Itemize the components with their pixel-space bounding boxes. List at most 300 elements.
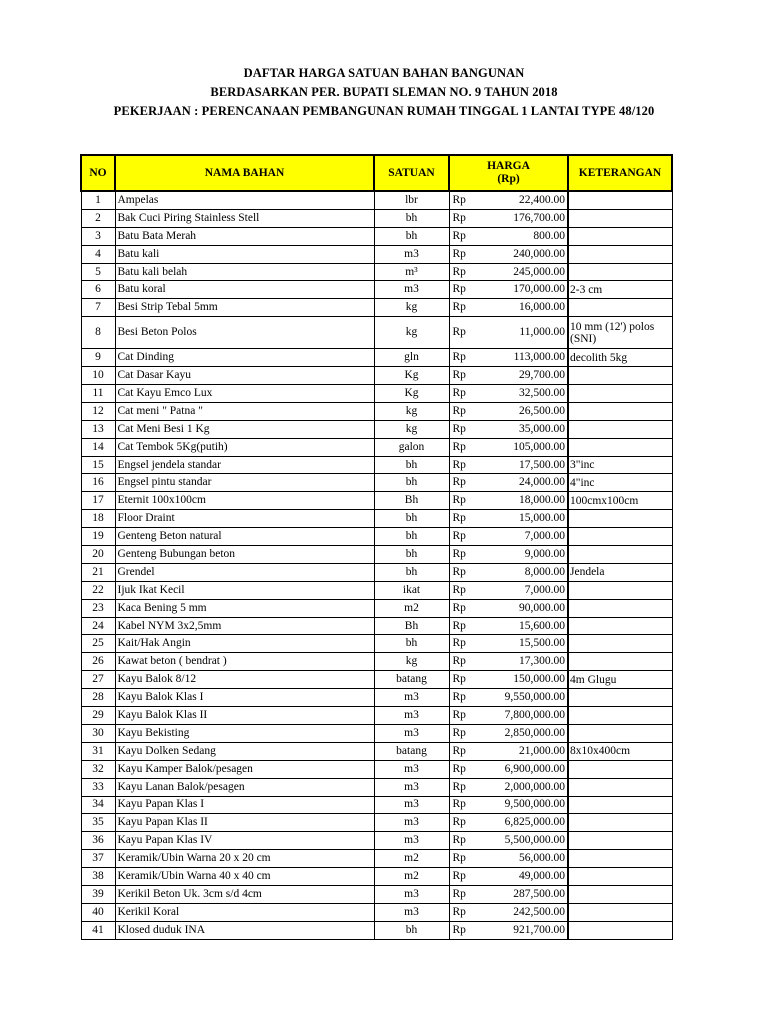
cell-no: 3 [81,227,115,245]
cell-keterangan [568,367,672,385]
table-row [81,528,672,546]
cell-no: 22 [81,581,115,599]
cell-satuan: m3 [374,814,449,832]
cell-currency: Rp [449,921,486,939]
table-row [81,367,672,385]
table-row [81,885,672,903]
cell-nama-bahan: Besi Strip Tebal 5mm [115,299,374,317]
cell-currency: Rp [449,563,486,581]
cell-no: 40 [81,903,115,921]
table-row [81,227,672,245]
cell-harga: 26,500.00 [486,402,568,420]
cell-currency: Rp [449,402,486,420]
cell-currency: Rp [449,707,486,725]
cell-satuan: galon [374,438,449,456]
cell-currency: Rp [449,599,486,617]
table-row [81,850,672,868]
cell-nama-bahan: Kayu Balok Klas II [115,707,374,725]
cell-harga: 18,000.00 [486,492,568,510]
cell-no: 18 [81,510,115,528]
cell-no: 10 [81,367,115,385]
table-row [81,546,672,564]
cell-harga: 22,400.00 [486,191,568,209]
cell-harga: 800.00 [486,227,568,245]
cell-keterangan [568,191,672,209]
cell-satuan: m2 [374,868,449,886]
cell-satuan: bh [374,546,449,564]
cell-satuan: lbr [374,191,449,209]
cell-nama-bahan: Kayu Balok 8/12 [115,671,374,689]
table-row [81,724,672,742]
cell-currency: Rp [449,281,486,299]
cell-keterangan [568,420,672,438]
cell-no: 25 [81,635,115,653]
cell-harga: 105,000.00 [486,438,568,456]
cell-satuan: m3 [374,689,449,707]
table-row [81,209,672,227]
cell-nama-bahan: Kayu Papan Klas I [115,796,374,814]
cell-nama-bahan: Cat Dinding [115,349,374,367]
cell-satuan: bh [374,227,449,245]
cell-satuan: Kg [374,367,449,385]
table-row [81,191,672,209]
cell-nama-bahan: Genteng Beton natural [115,528,374,546]
cell-nama-bahan: Kayu Papan Klas II [115,814,374,832]
cell-harga: 113,000.00 [486,349,568,367]
cell-currency: Rp [449,796,486,814]
cell-currency: Rp [449,814,486,832]
cell-satuan: bh [374,921,449,939]
cell-harga: 11,000.00 [486,317,568,349]
cell-keterangan [568,796,672,814]
cell-harga: 90,000.00 [486,599,568,617]
cell-no: 29 [81,707,115,725]
cell-satuan: m3 [374,245,449,263]
header-harga-label: HARGA [487,160,530,172]
cell-currency: Rp [449,510,486,528]
table-row [81,814,672,832]
cell-no: 34 [81,796,115,814]
cell-no: 13 [81,420,115,438]
cell-satuan: m3 [374,832,449,850]
cell-keterangan [568,689,672,707]
cell-satuan: batang [374,742,449,760]
table-row [81,563,672,581]
cell-nama-bahan: Bak Cuci Piring Stainless Stell [115,209,374,227]
cell-no: 27 [81,671,115,689]
cell-keterangan [568,724,672,742]
cell-keterangan [568,245,672,263]
cell-nama-bahan: Kabel NYM 3x2,5mm [115,617,374,635]
cell-harga: 242,500.00 [486,903,568,921]
table-row [81,349,672,367]
cell-harga: 7,800,000.00 [486,707,568,725]
cell-satuan: m3 [374,724,449,742]
cell-keterangan [568,635,672,653]
title-line-2: BERDASARKAN PER. BUPATI SLEMAN NO. 9 TAHUN 2018 [210,85,558,99]
cell-currency: Rp [449,832,486,850]
cell-currency: Rp [449,778,486,796]
cell-harga: 170,000.00 [486,281,568,299]
cell-satuan: bh [374,209,449,227]
cell-keterangan: 4"inc [568,474,672,492]
cell-keterangan [568,385,672,403]
table-row [81,581,672,599]
cell-no: 30 [81,724,115,742]
cell-no: 23 [81,599,115,617]
cell-keterangan [568,778,672,796]
table-row [81,492,672,510]
table-row [81,420,672,438]
cell-currency: Rp [449,742,486,760]
cell-satuan: kg [374,317,449,349]
cell-nama-bahan: Cat Meni Besi 1 Kg [115,420,374,438]
document-titles [0,64,768,121]
header-nama-bahan: NAMA BAHAN [115,155,374,191]
cell-currency: Rp [449,850,486,868]
cell-keterangan [568,868,672,886]
cell-no: 24 [81,617,115,635]
cell-keterangan [568,581,672,599]
cell-currency: Rp [449,191,486,209]
cell-harga: 17,300.00 [486,653,568,671]
cell-nama-bahan: Kaca Bening 5 mm [115,599,374,617]
table-row [81,796,672,814]
cell-currency: Rp [449,635,486,653]
cell-satuan: m3 [374,778,449,796]
cell-harga: 49,000.00 [486,868,568,886]
cell-currency: Rp [449,581,486,599]
cell-currency: Rp [449,245,486,263]
cell-harga: 9,500,000.00 [486,796,568,814]
cell-no: 2 [81,209,115,227]
header-harga [449,155,568,191]
cell-currency: Rp [449,689,486,707]
cell-currency: Rp [449,868,486,886]
cell-nama-bahan: Besi Beton Polos [115,317,374,349]
table-row [81,474,672,492]
cell-no: 36 [81,832,115,850]
table-row [81,245,672,263]
cell-nama-bahan: Keramik/Ubin Warna 20 x 20 cm [115,850,374,868]
cell-harga: 9,550,000.00 [486,689,568,707]
cell-currency: Rp [449,653,486,671]
title-line-1: DAFTAR HARGA SATUAN BAHAN BANGUNAN [243,66,525,80]
cell-satuan: bh [374,635,449,653]
cell-currency: Rp [449,349,486,367]
cell-nama-bahan: Grendel [115,563,374,581]
cell-nama-bahan: Cat Tembok 5Kg(putih) [115,438,374,456]
table-row [81,868,672,886]
cell-no: 33 [81,778,115,796]
cell-keterangan [568,510,672,528]
cell-nama-bahan: Kerikil Beton Uk. 3cm s/d 4cm [115,885,374,903]
cell-no: 37 [81,850,115,868]
table-row [81,689,672,707]
cell-keterangan [568,263,672,281]
cell-harga: 16,000.00 [486,299,568,317]
cell-keterangan [568,707,672,725]
cell-no: 26 [81,653,115,671]
cell-satuan: kg [374,653,449,671]
cell-satuan: m2 [374,599,449,617]
cell-keterangan [568,885,672,903]
cell-currency: Rp [449,227,486,245]
cell-nama-bahan: Ampelas [115,191,374,209]
cell-currency: Rp [449,492,486,510]
cell-harga: 5,500,000.00 [486,832,568,850]
table-row [81,635,672,653]
table-row [81,456,672,474]
cell-harga: 15,600.00 [486,617,568,635]
cell-no: 32 [81,760,115,778]
cell-harga: 15,500.00 [486,635,568,653]
cell-currency: Rp [449,546,486,564]
cell-nama-bahan: Engsel pintu standar [115,474,374,492]
cell-satuan: Kg [374,385,449,403]
cell-harga: 921,700.00 [486,921,568,939]
cell-no: 28 [81,689,115,707]
cell-keterangan [568,760,672,778]
cell-harga: 150,000.00 [486,671,568,689]
cell-keterangan [568,438,672,456]
cell-currency: Rp [449,385,486,403]
cell-keterangan [568,546,672,564]
cell-harga: 24,000.00 [486,474,568,492]
cell-currency: Rp [449,263,486,281]
cell-no: 4 [81,245,115,263]
cell-keterangan [568,832,672,850]
cell-satuan: m3 [374,760,449,778]
cell-satuan: m3 [374,885,449,903]
cell-no: 14 [81,438,115,456]
cell-keterangan [568,209,672,227]
price-table [80,154,673,940]
cell-keterangan: decolith 5kg [568,349,672,367]
cell-keterangan [568,903,672,921]
cell-no: 17 [81,492,115,510]
cell-satuan: bh [374,510,449,528]
cell-satuan: kg [374,402,449,420]
cell-keterangan [568,617,672,635]
cell-satuan: bh [374,474,449,492]
cell-nama-bahan: Batu kali [115,245,374,263]
cell-harga: 32,500.00 [486,385,568,403]
cell-no: 12 [81,402,115,420]
cell-satuan: Bh [374,617,449,635]
cell-no: 16 [81,474,115,492]
cell-no: 35 [81,814,115,832]
cell-keterangan: Jendela [568,563,672,581]
table-row [81,299,672,317]
cell-no: 15 [81,456,115,474]
cell-harga: 240,000.00 [486,245,568,263]
cell-nama-bahan: Kayu Papan Klas IV [115,832,374,850]
table-row [81,903,672,921]
cell-keterangan [568,653,672,671]
cell-nama-bahan: Batu koral [115,281,374,299]
cell-keterangan: 8x10x400cm [568,742,672,760]
cell-nama-bahan: Cat Kayu Emco Lux [115,385,374,403]
table-row [81,438,672,456]
cell-keterangan [568,528,672,546]
cell-no: 8 [81,317,115,349]
cell-nama-bahan: Kait/Hak Angin [115,635,374,653]
table-row [81,760,672,778]
cell-harga: 15,000.00 [486,510,568,528]
table-row [81,599,672,617]
cell-nama-bahan: Keramik/Ubin Warna 40 x 40 cm [115,868,374,886]
cell-harga: 56,000.00 [486,850,568,868]
table-row [81,385,672,403]
cell-harga: 17,500.00 [486,456,568,474]
cell-nama-bahan: Cat Dasar Kayu [115,367,374,385]
cell-nama-bahan: Kayu Dolken Sedang [115,742,374,760]
header-harga-unit: (Rp) [497,173,520,185]
cell-nama-bahan: Floor Draint [115,510,374,528]
cell-satuan: Bh [374,492,449,510]
header-satuan: SATUAN [374,155,449,191]
cell-harga: 21,000.00 [486,742,568,760]
cell-currency: Rp [449,367,486,385]
cell-harga: 287,500.00 [486,885,568,903]
cell-keterangan: 3"inc [568,456,672,474]
cell-no: 31 [81,742,115,760]
cell-harga: 176,700.00 [486,209,568,227]
cell-keterangan [568,814,672,832]
cell-nama-bahan: Kerikil Koral [115,903,374,921]
cell-satuan: m³ [374,263,449,281]
table-row [81,921,672,939]
cell-currency: Rp [449,724,486,742]
cell-no: 19 [81,528,115,546]
table-header-row [81,155,672,191]
cell-no: 21 [81,563,115,581]
cell-no: 7 [81,299,115,317]
cell-nama-bahan: Klosed duduk INA [115,921,374,939]
cell-nama-bahan: Kayu Balok Klas I [115,689,374,707]
cell-currency: Rp [449,528,486,546]
cell-satuan: m3 [374,281,449,299]
cell-nama-bahan: Genteng Bubungan beton [115,546,374,564]
cell-satuan: bh [374,456,449,474]
cell-currency: Rp [449,885,486,903]
cell-no: 11 [81,385,115,403]
cell-harga: 29,700.00 [486,367,568,385]
table-row [81,510,672,528]
cell-harga: 7,000.00 [486,528,568,546]
cell-harga: 6,825,000.00 [486,814,568,832]
cell-keterangan [568,599,672,617]
cell-satuan: batang [374,671,449,689]
cell-keterangan: 2-3 cm [568,281,672,299]
cell-keterangan [568,402,672,420]
cell-satuan: m3 [374,796,449,814]
cell-currency: Rp [449,299,486,317]
cell-no: 5 [81,263,115,281]
cell-satuan: ikat [374,581,449,599]
cell-harga: 8,000.00 [486,563,568,581]
header-keterangan: KETERANGAN [568,155,672,191]
table-row [81,402,672,420]
cell-harga: 2,850,000.00 [486,724,568,742]
table-row [81,778,672,796]
cell-currency: Rp [449,420,486,438]
cell-nama-bahan: Kayu Kamper Balok/pesagen [115,760,374,778]
header-no: NO [81,155,115,191]
cell-harga: 2,000,000.00 [486,778,568,796]
cell-nama-bahan: Kawat beton ( bendrat ) [115,653,374,671]
cell-no: 6 [81,281,115,299]
cell-currency: Rp [449,671,486,689]
cell-no: 41 [81,921,115,939]
table-row [81,317,672,349]
table-row [81,263,672,281]
cell-currency: Rp [449,438,486,456]
cell-keterangan: 4m Glugu [568,671,672,689]
cell-keterangan: 100cmx100cm [568,492,672,510]
cell-harga: 7,000.00 [486,581,568,599]
cell-harga: 6,900,000.00 [486,760,568,778]
cell-no: 1 [81,191,115,209]
cell-currency: Rp [449,903,486,921]
cell-keterangan: 10 mm (12') polos (SNI) [568,317,672,349]
cell-harga: 245,000.00 [486,263,568,281]
cell-satuan: kg [374,299,449,317]
table-row [81,707,672,725]
cell-harga: 35,000.00 [486,420,568,438]
cell-nama-bahan: Engsel jendela standar [115,456,374,474]
cell-currency: Rp [449,474,486,492]
cell-nama-bahan: Eternit 100x100cm [115,492,374,510]
cell-currency: Rp [449,317,486,349]
cell-keterangan [568,299,672,317]
cell-currency: Rp [449,617,486,635]
table-row [81,281,672,299]
cell-nama-bahan: Kayu Bekisting [115,724,374,742]
table-row [81,671,672,689]
cell-satuan: kg [374,420,449,438]
cell-satuan: m2 [374,850,449,868]
cell-satuan: bh [374,563,449,581]
cell-nama-bahan: Batu Bata Merah [115,227,374,245]
table-row [81,742,672,760]
cell-nama-bahan: Batu kali belah [115,263,374,281]
cell-no: 38 [81,868,115,886]
cell-keterangan [568,921,672,939]
cell-nama-bahan: Kayu Lanan Balok/pesagen [115,778,374,796]
cell-currency: Rp [449,456,486,474]
cell-nama-bahan: Cat meni " Patna " [115,402,374,420]
cell-keterangan [568,850,672,868]
cell-no: 20 [81,546,115,564]
cell-harga: 9,000.00 [486,546,568,564]
table-row [81,617,672,635]
cell-satuan: bh [374,528,449,546]
cell-currency: Rp [449,209,486,227]
cell-satuan: m3 [374,707,449,725]
title-line-3: PEKERJAAN : PERENCANAAN PEMBANGUNAN RUMAH TINGGAL 1 LANTAI TYPE 48/120 [113,104,655,118]
cell-satuan: gln [374,349,449,367]
table-row [81,653,672,671]
cell-currency: Rp [449,760,486,778]
cell-nama-bahan: Ijuk Ikat Kecil [115,581,374,599]
cell-satuan: m3 [374,903,449,921]
cell-no: 39 [81,885,115,903]
cell-keterangan [568,227,672,245]
table-row [81,832,672,850]
cell-no: 9 [81,349,115,367]
